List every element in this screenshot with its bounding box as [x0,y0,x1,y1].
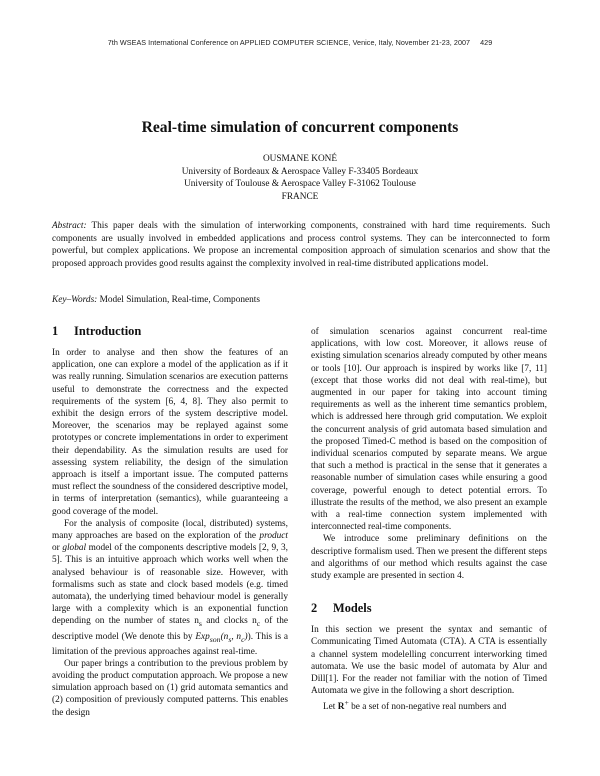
affiliation-2: University of Toulouse & Aerospace Valley F-31062 Toulouse [184,179,416,190]
intro-p2-sub-s: s [198,619,202,629]
abstract-text: This paper deals with the simulation of interworking components, constrained with hard time requirements. Such components are usually involved in embedded applications and process control systems. They can be interconnected to form powerful, but complex applications. We propose an incremental composition approach of simulation scenarios and show that the proposed approach provides good results against the complexity involved in real-time distributed applications model. [52,221,550,269]
reals-sup: + [344,698,349,708]
section-2-title: Models [333,601,372,616]
affiliation-1: University of Bordeaux & Aerospace Valley F-33405 Bordeaux [181,166,419,177]
right-paragraph-2: We introduce some preliminary definitions on the descriptive formalism used. Then we present the different steps and algorithms of our method which results against the case study example are presented in section 4. [311,534,547,582]
intro-p2-product: product [259,531,288,542]
intro-p2-text-a: For the analysis of composite (local, distributed) systems, many approaches are based on the exploration of the [52,518,288,542]
right-paragraph-1: of simulation scenarios against concurrent real-time applications, with low cost. Moreover, it allows reuse of existing simulation scenarios already computed by other means or tools [10]. Our approach is inspired by works like [7, 11] (except that those works did not deal with real-time), but augmented in our paper for taking into account timing requirements as well as the inherent time semantics problem, which is addressed here through grid computation. We exploit the concurrent analysis of grid automata based simulation and the proposed Timed-C method is based on the composition of individual scenarios computed by separate means. We argue that such a method is practical in the sense that it generates a reasonable number of simulation cases while ensuring a good coverage, powerful enough to detect potential errors. To illustrate the results of the method, we also present an example with a real-time connection system implemented with interconnected real-time components. [311,327,547,533]
running-header [0,38,600,47]
conference-header: 7th WSEAS International Conference on APPLIED COMPUTER SCIENCE, Venice, Italy, November 21-23, 2007 [107,38,471,47]
section-1-heading [52,323,288,339]
section-1-title: Introduction [74,324,142,338]
models-p2-text-a: Let [323,702,338,713]
intro-paragraph-2 [52,518,288,658]
intro-p2-text-e: of the descriptive model (We denote this by [52,616,288,642]
reals-symbol: R [337,702,345,713]
page-number: 429 [480,38,493,47]
intro-p2-text-d: and clocks n [201,616,257,627]
formula-args: (n [220,631,229,642]
section-2-number: 2 [311,601,318,616]
keywords [52,294,550,307]
country: FRANCE [281,191,319,202]
keywords-text: Model Simulation, Real-time, Components [99,295,260,305]
author-name: OUSMANE KONÉ [262,154,338,164]
formula-exp: Exp [195,631,210,642]
right-column [311,326,547,714]
intro-p2-text-f: ). This is a limitation of the previous approaches against real-time. [52,631,289,657]
intro-p2-text-c: model of the components descriptive models [2, 9, 3, 5]. This is an intuitive approach which works well when the analysed behaviour is of reasonable size. However, with formalisms such as state and clock based models (e.g. timed automata), the underlying timed behaviour model is generally large with a complexity which is an exponential function depending on the number of states n [52,543,289,627]
models-p2-text-b: be a set of non-negative real numbers and [348,702,507,713]
keywords-label: Key–Words: [52,295,98,305]
intro-paragraph-1: In order to analyse and then show the features of an application, one can explore a model of the application as if it was really running. Simulation scenarios are execution patterns useful to demonstrate the correctness and the expected requirements of the system [6, 4, 8]. They also permit to exhibit the design errors of the system descriptive model. Moreover, the scenarios may be replayed against some prototypes or concrete implementations in order to experiment their dependability. As the simulation results are used for assessing system reliability, the design of the simulation approach is itself a important issue. The computed patterns must reflect the soundness of the considered descriptive model, in terms of interpretation (semantics), while guaranteeing a good coverage of the model. [52,348,288,517]
paper-title: Real-time simulation of concurrent components [141,119,459,136]
section-1-number: 1 [52,324,59,338]
intro-p2-text-b: or [52,543,63,554]
author-block [0,153,600,203]
intro-paragraph-3: Our paper brings a contribution to the previous problem by avoiding the product computation approach. We propose a new simulation approach based on (1) grid automata semantics and (2) composition of previously computed patterns. This enables the design [52,658,288,718]
abstract-label: Abstract: [52,221,87,231]
models-paragraph-2 [311,697,547,713]
left-column [52,323,288,719]
models-paragraph-1: In this section we present the syntax and semantic of Communicating Timed Automata (CTA). A CTA is essentially a channel system modelelling concurrent interworking timed automata. We use the basic model of automata by Alur and Dill[1]. For the reader not familiar with the notion of Timed Automata we give in the following a short description. [311,625,547,697]
intro-p2-global: global [62,543,87,554]
section-2-heading [311,600,547,616]
abstract [52,220,550,270]
formula-sub: son [209,634,221,644]
complexity-formula: $Exp_{son}(n_s$, $n_c$) [195,631,248,644]
intro-p2-sub-c: c [256,619,261,629]
